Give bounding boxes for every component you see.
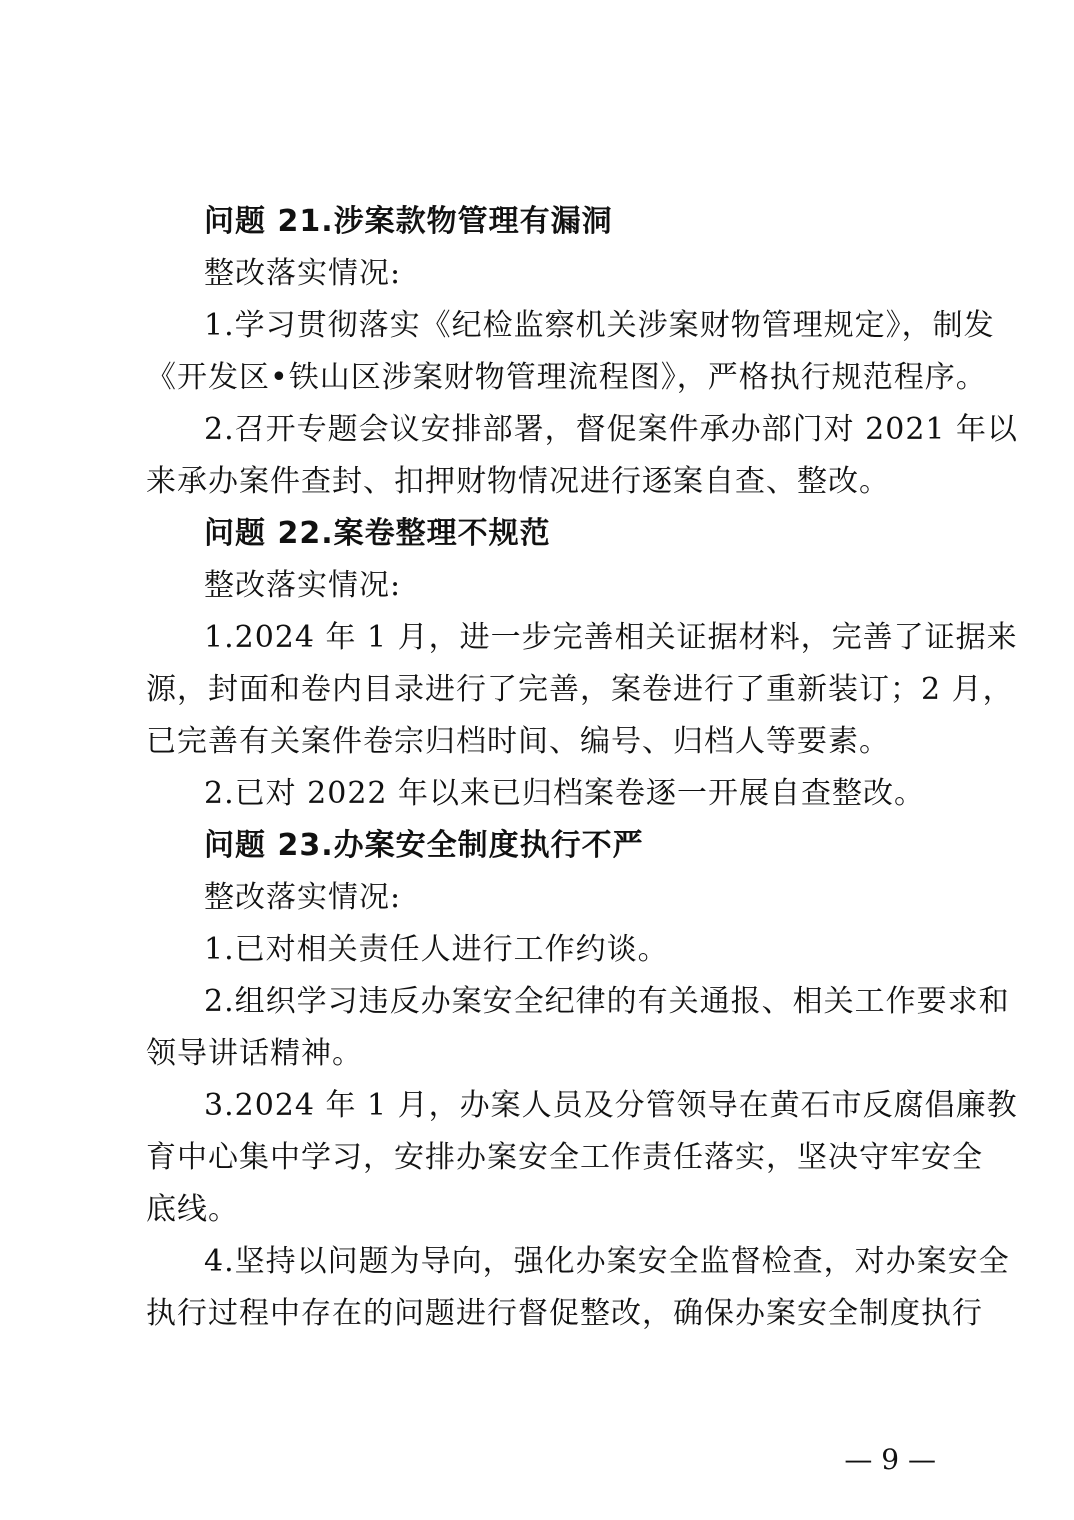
rectification-label: 整改落实情况:	[204, 880, 402, 915]
paragraph-line: 2.已对 2022 年以来已归档案卷逐一开展自查整改。	[204, 776, 926, 811]
paragraph-line: 领导讲话精神。	[146, 1036, 363, 1071]
paragraph-line: 已完善有关案件卷宗归档时间、编号、归档人等要素。	[146, 724, 890, 759]
paragraph-line: 源，封面和卷内目录进行了完善，案卷进行了重新装订；2 月，	[146, 672, 1014, 707]
paragraph-line: 来承办案件查封、扣押财物情况进行逐案自查、整改。	[146, 464, 890, 499]
section-heading-21: 问题 21.涉案款物管理有漏洞	[204, 204, 613, 239]
paragraph-line: 3.2024 年 1 月，办案人员及分管领导在黄石市反腐倡廉教	[204, 1088, 1018, 1123]
document-body	[146, 196, 1019, 1340]
page-number: — 9 —	[844, 1443, 936, 1476]
rectification-label: 整改落实情况:	[204, 256, 402, 291]
paragraph-line: 4.坚持以问题为导向，强化办案安全监督检查，对办案安全	[204, 1244, 1010, 1279]
paragraph-line: 《开发区•铁山区涉案财物管理流程图》，严格执行规范程序。	[146, 360, 987, 395]
paragraph-line: 1.已对相关责任人进行工作约谈。	[204, 932, 669, 967]
paragraph-line: 执行过程中存在的问题进行督促整改，确保办案安全制度执行	[146, 1296, 983, 1331]
section-heading-23: 问题 23.办案安全制度执行不严	[204, 828, 644, 863]
paragraph-line: 1.学习贯彻落实《纪检监察机关涉案财物管理规定》，制发	[204, 308, 995, 343]
paragraph-line: 2.组织学习违反办案安全纪律的有关通报、相关工作要求和	[204, 984, 1010, 1019]
paragraph-line: 1.2024 年 1 月，进一步完善相关证据材料，完善了证据来	[204, 620, 1018, 655]
rectification-label: 整改落实情况:	[204, 568, 402, 603]
paragraph-line: 底线。	[146, 1192, 239, 1227]
paragraph-line: 育中心集中学习，安排办案安全工作责任落实，坚决守牢安全	[146, 1140, 983, 1175]
paragraph-line: 2.召开专题会议安排部署，督促案件承办部门对 2021 年以	[204, 412, 1019, 447]
section-heading-22: 问题 22.案卷整理不规范	[204, 516, 551, 551]
